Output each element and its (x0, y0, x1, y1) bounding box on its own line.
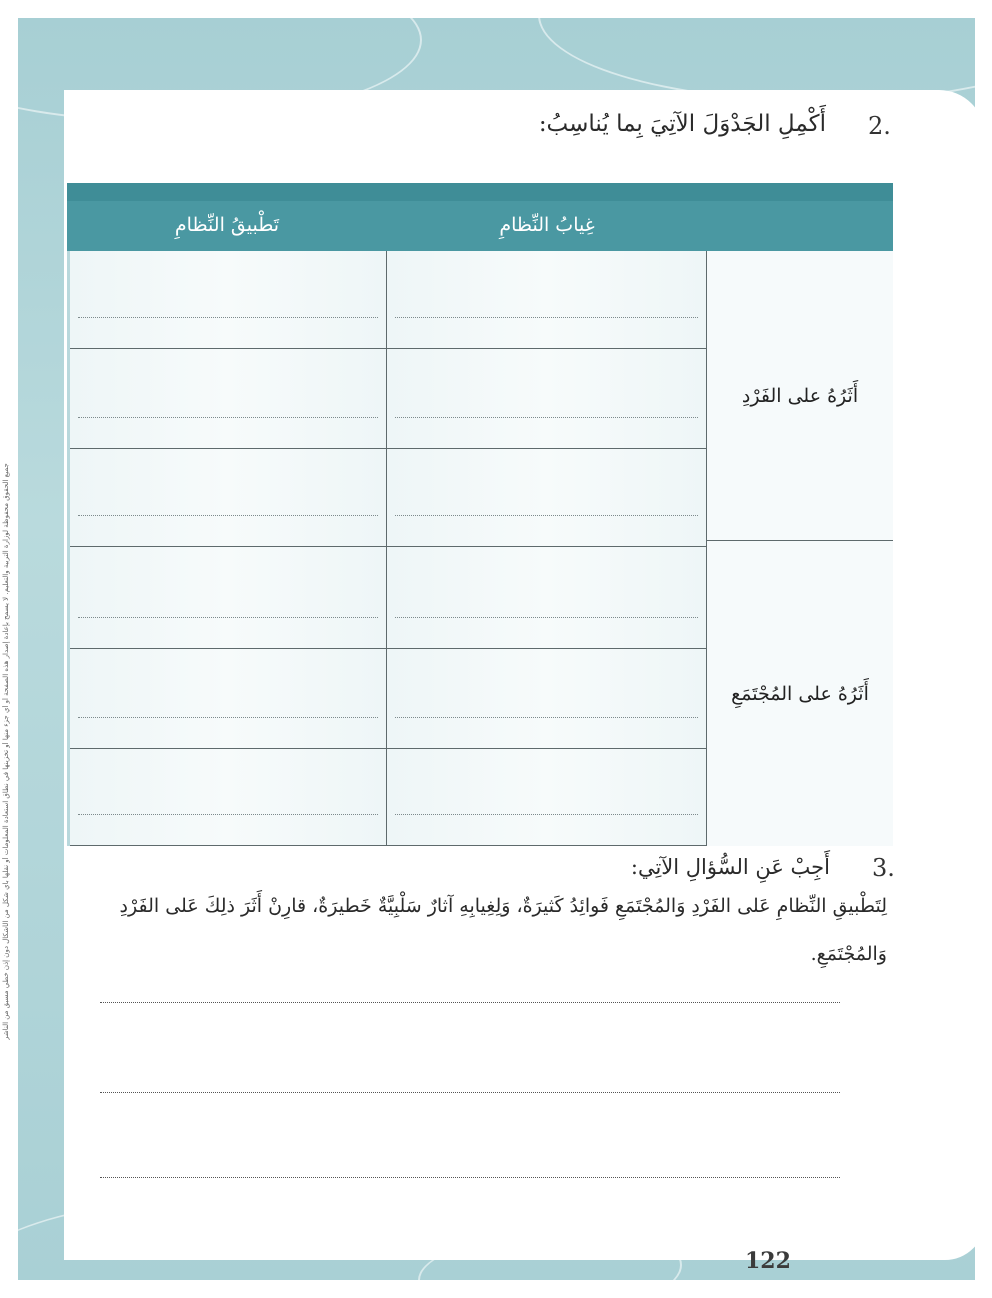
answer-cell-applying-individual-3[interactable] (70, 449, 387, 547)
copyright-note: جميع الحقوق محفوظة لوزارة التربية والتعليم. لا يسمح بإعادة إصدار هذه الصفحة أو أي جزء منها أو تخزينها في نطاق استعادة المعلومات أو نقلها بأي شكل من الأشكال دون إذن خطي مسبق من الناشر (2, 463, 10, 1040)
question-2-number: 2. (868, 112, 891, 140)
answer-line-2[interactable] (100, 1092, 840, 1093)
answer-cell-absence-individual-1[interactable] (387, 251, 707, 349)
row-header-individual (707, 251, 893, 541)
writing-line (395, 417, 698, 418)
header-applying-order: تَطْبيقُ النِّظامِ (174, 214, 280, 236)
writing-line (78, 317, 378, 318)
answer-line-1[interactable] (100, 1002, 840, 1003)
answer-cell-applying-society-1[interactable] (70, 547, 387, 649)
comparison-table (67, 183, 893, 846)
writing-line (78, 417, 378, 418)
table-header (67, 183, 893, 251)
question-3-line-2: وَالمُجْتَمَعِ. (810, 943, 887, 965)
writing-line (395, 617, 698, 618)
table-header-band (67, 183, 893, 201)
writing-line (78, 814, 378, 815)
writing-line (78, 515, 378, 516)
answer-cell-applying-society-3[interactable] (70, 749, 387, 846)
answer-cell-absence-society-3[interactable] (387, 749, 707, 846)
answer-cell-absence-individual-3[interactable] (387, 449, 707, 547)
question-3-title: أَجِبْ عَنِ السُّؤالِ الآتِي: (630, 855, 830, 879)
answer-cell-absence-society-2[interactable] (387, 649, 707, 749)
question-3-line-1: لِتَطْبيقِ النِّظامِ عَلى الفَرْدِ وَالمُجْتَمَعِ فَوائِدُ كَثيرَةٌ، وَلِغِيابِهِ آثارٌ سَلْبِيَّةٌ خَطيرَةٌ، قارِنْ أَثَرَ ذلِكَ عَلى الفَرْدِ (119, 895, 887, 917)
writing-line (78, 717, 378, 718)
row-header-individual-label: أَثَرُهُ على الفَرْدِ (741, 384, 859, 407)
writing-line (78, 617, 378, 618)
answer-cell-absence-society-1[interactable] (387, 547, 707, 649)
writing-line (395, 717, 698, 718)
table-body (67, 251, 893, 846)
header-absence-of-order: غِيابُ النِّظامِ (499, 214, 595, 236)
question-3-number: 3. (872, 854, 895, 882)
writing-line (395, 515, 698, 516)
answer-cell-applying-individual-1[interactable] (70, 251, 387, 349)
row-header-society-label: أَثَرُهُ على المُجْتَمَعِ (731, 682, 869, 705)
writing-line (395, 317, 698, 318)
row-header-society (707, 541, 893, 846)
answer-cell-applying-individual-2[interactable] (70, 349, 387, 449)
page-number: 122 (745, 1248, 791, 1274)
answer-cell-applying-society-2[interactable] (70, 649, 387, 749)
writing-line (395, 814, 698, 815)
question-2-text: أَكْمِلِ الجَدْوَلَ الآتِيَ بِما يُناسِبُ: (538, 111, 826, 137)
answer-cell-absence-individual-2[interactable] (387, 349, 707, 449)
answer-line-3[interactable] (100, 1177, 840, 1178)
